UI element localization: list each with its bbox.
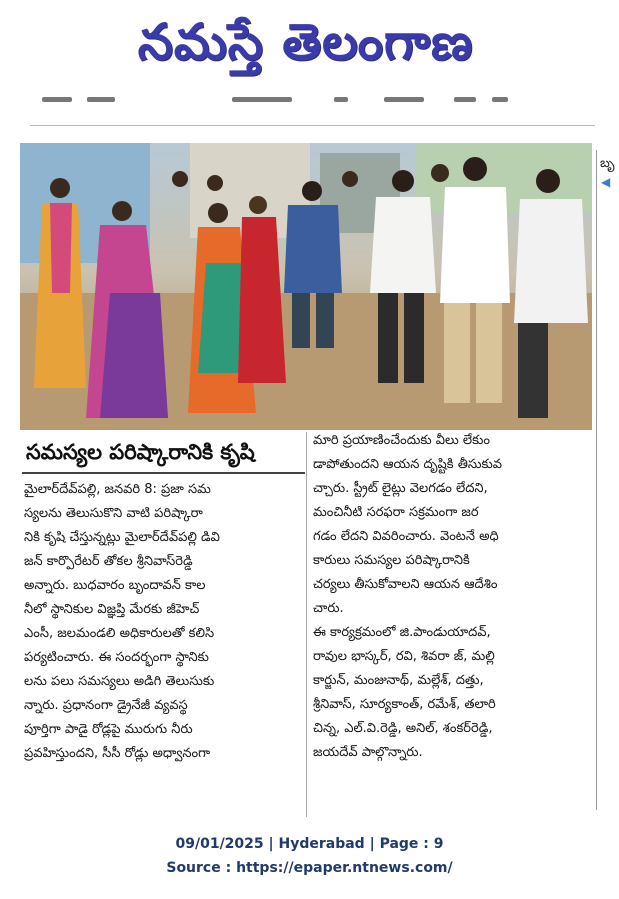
article-line: నికి కృషి చేస్తున్నట్లు మైలార్‌దేవ్‌పల్లి డివి xyxy=(24,530,220,545)
article-line: పూర్తిగా పాడై రోడ్లపై మురుగు నీరు xyxy=(24,722,193,737)
source-link[interactable]: Source : https://epaper.ntnews.com/ xyxy=(166,860,453,876)
article-line: ఎంసీ, జలమండలి అధికారులతో కలిసి xyxy=(24,626,215,641)
article-line: చ్చారు. స్ట్రీట్ లైట్లు వెలగడం లేదని, xyxy=(313,481,488,496)
top-divider xyxy=(30,125,595,126)
article-column-left xyxy=(24,478,302,766)
article-line: కారులు సమస్యల పరిష్కారానికి xyxy=(313,553,470,568)
article-line: జన్ కార్పొరేటర్ తోకల శ్రీనివాస్‌రెడ్డి xyxy=(24,554,193,569)
article-line: మంచినీటి సరఫరా సక్రమంగా జర xyxy=(313,505,479,520)
article-line: ప్రవహిస్తుందని, సీసీ రోడ్లు అధ్వానంగా xyxy=(24,746,211,761)
cut-off-text-strip xyxy=(22,93,597,107)
article-line: స్యలను తెలుసుకొని వాటి పరిష్కారా xyxy=(24,506,203,521)
article-column-right xyxy=(313,429,596,765)
article-line: మారి ప్రయాణించేందుకు వీలు లేకుం xyxy=(313,433,490,448)
news-photo xyxy=(20,143,592,430)
article-line: డాపోతుందని ఆయన దృష్టికి తీసుకువ xyxy=(313,457,503,472)
newspaper-logo: నమస్తే తెలంగాణ xyxy=(137,13,474,71)
adjacent-article-clip xyxy=(596,150,619,810)
article-line: జయదేవ్ పాల్గొన్నారు. xyxy=(313,745,423,760)
article-line: గడం లేదని వివరించారు. వెంటనే అధి xyxy=(313,529,499,544)
article-line: శ్రీనివాస్, సూర్యకాంత్, రమేశ్, తలారి xyxy=(313,697,496,712)
article-line: రావుల భాస్కర్, రవి, శివరా జ్, మల్లి xyxy=(313,649,495,664)
masthead xyxy=(0,0,619,88)
article-line: కార్జున్, మంజునాథ్, మల్లేశ్, దత్తు, xyxy=(313,673,484,688)
article-line: పర్యటించారు. ఈ సందర్భంగా స్థానికు xyxy=(24,650,209,665)
article-line: చిన్న, ఎల్.వి.రెడ్డి, అనిల్, శంకర్‌రెడ్డి, xyxy=(313,721,493,736)
article-line: చారు. xyxy=(313,601,344,616)
article-line: న్నారు. ప్రధానంగా డ్రైనేజీ వ్యవస్థ xyxy=(24,698,188,713)
article-headline: సమస్యల పరిష్కారానికి కృషి xyxy=(26,440,255,464)
article-line: లను పలు సమస్యలు అడిగి తెలుసుకు xyxy=(24,674,215,689)
dateline: 09/01/2025 | Hyderabad | Page : 9 xyxy=(175,836,444,852)
photo-scene xyxy=(20,143,592,430)
adjacent-article-text: బృ xyxy=(600,156,615,171)
arrow-left-icon: ◀ xyxy=(601,175,611,189)
article-line: మైలార్‌దేవ్‌పల్లి, జనవరి 8: ప్రజా సమ xyxy=(24,482,211,497)
column-divider xyxy=(306,432,307,817)
headline-underline xyxy=(22,472,305,474)
article-line: చర్యలు తీసుకోవాలని ఆయన ఆదేశిం xyxy=(313,577,498,592)
article-line: నీలో స్థానికుల విజ్ఞప్తి మేరకు జీహెచ్ xyxy=(24,602,200,617)
article-line: అన్నారు. బుధవారం బృందావన్ కాల xyxy=(24,578,206,593)
article-line: ఈ కార్యక్రమంలో జి.పాండుయాదవ్, xyxy=(313,625,491,640)
